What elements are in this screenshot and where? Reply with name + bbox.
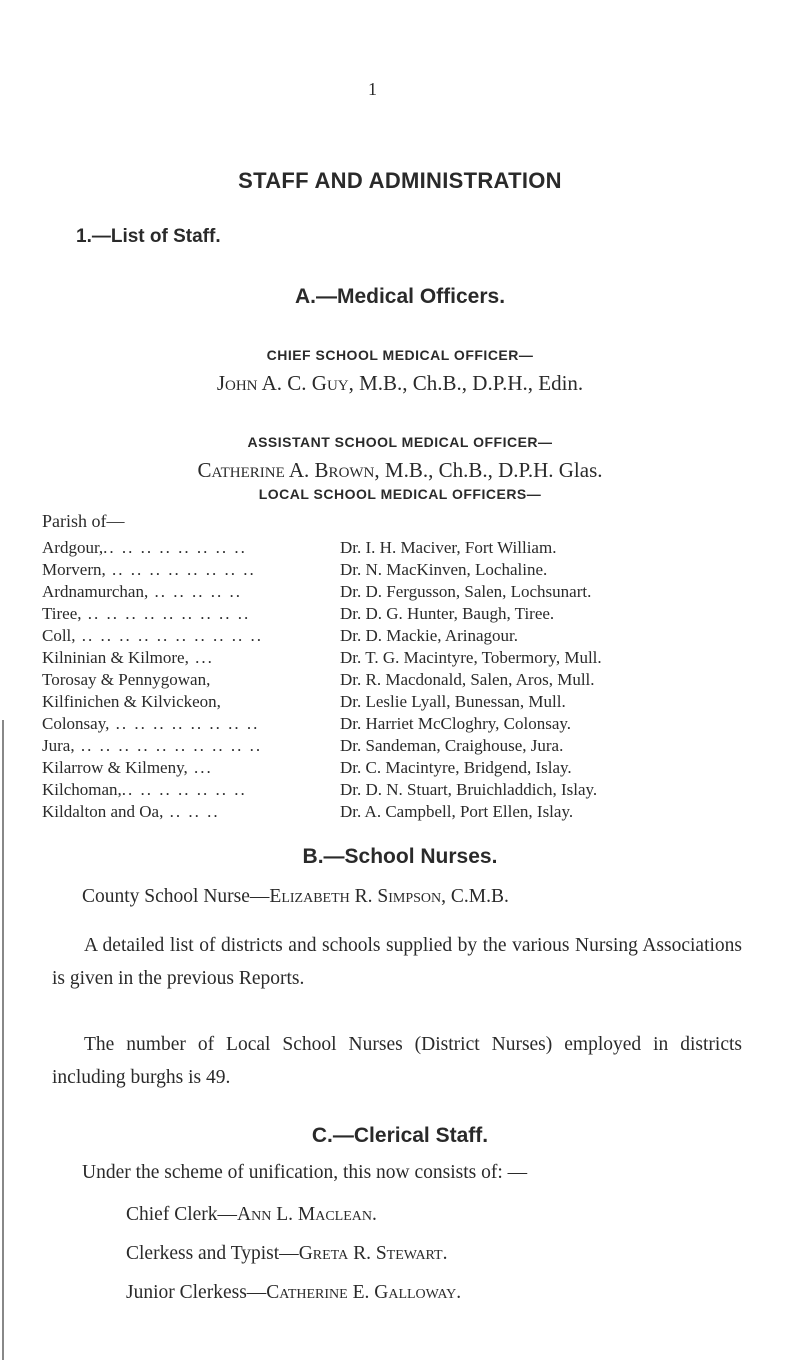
parish-name-text: Kilchoman, [42,780,122,799]
parish-doctor: Dr. I. H. Maciver, Fort William. [340,538,557,557]
chief-officer-label: CHIEF SCHOOL MEDICAL OFFICER— [266,347,534,363]
clerk-name: Ann L. Maclean. [237,1204,377,1225]
parish-name-text: Ardnamurchan, [42,582,149,601]
parish-row [42,604,782,626]
nursing-associations-paragraph: A detailed list of districts and schools supplied by the various Nursing Associations is given in the previous Reports. [52,935,742,989]
parish-name-text: Colonsay, [42,714,110,733]
leader-dots: .. .. .. .. .. [148,582,242,601]
parish-name-text: Kilfinichen & Kilvickeon, [42,692,221,711]
clerk-entry [126,1282,461,1304]
parish-doctor: Dr. D. Mackie, Arinagour. [340,626,518,645]
parish-name-text: Tiree, [42,604,82,623]
parish-name [42,802,340,822]
assistant-officer-label: ASSISTANT SCHOOL MEDICAL OFFICER— [247,434,553,450]
parish-name-text: Jura, [42,736,75,755]
chief-officer-qualifications: M.B., Ch.B., D.P.H., Edin. [353,371,584,395]
parish-row [42,582,782,604]
parish-doctor: Dr. R. Macdonald, Salen, Aros, Mull. [340,670,595,689]
chief-officer-line [0,371,800,396]
parish-name-text: Ardgour, [42,538,104,557]
leader-dots: .. .. .. .. .. .. .. .. .. [81,604,251,623]
leader-dots: .. .. .. .. .. .. .. .. [103,538,247,557]
local-nurses-paragraph: The number of Local School Nurses (District Nurses) employed in districts including burghs is 49. [52,1034,742,1088]
leader-dots: .. .. .. [163,802,220,821]
parish-doctor: Dr. T. G. Macintyre, Tobermory, Mull. [340,648,602,667]
parish-row [42,714,782,736]
parish-doctor: Dr. Sandeman, Craighouse, Jura. [340,736,564,755]
clerical-staff-heading: C.—Clerical Staff. [311,1124,489,1147]
assistant-officer-line [0,458,800,483]
clerk-name: Greta R. Stewart. [298,1243,448,1264]
parish-name [42,714,340,734]
county-nurse-line [82,886,509,908]
parish-name-text: Kilninian & Kilmore, [42,648,189,667]
parish-doctor: Dr. N. MacKinven, Lochaline. [340,560,548,579]
leader-dots: ... [188,648,214,667]
school-nurses-heading: B.—School Nurses. [302,845,498,868]
parish-name [42,758,340,778]
chief-officer-name: John A. C. Guy, [216,371,354,395]
parish-name-text: Coll, [42,626,76,645]
parish-name [42,670,340,690]
parish-doctor: Dr. D. G. Hunter, Baugh, Tiree. [340,604,555,623]
parish-row [42,648,782,670]
parish-row [42,626,782,648]
parish-name-text: Morvern, [42,560,106,579]
clerk-role: Clerkess and Typist— [126,1243,299,1264]
parish-row [42,736,782,758]
local-officers-label: LOCAL SCHOOL MEDICAL OFFICERS— [258,486,542,502]
clerk-entry [126,1204,377,1226]
page-title: STAFF AND ADMINISTRATION [238,168,562,193]
parish-name [42,626,340,646]
scan-margin-line [2,720,4,1360]
parish-row [42,802,782,824]
parish-name [42,604,340,624]
parish-row [42,780,782,802]
leader-dots: .. .. .. .. .. .. .. .. [109,714,260,733]
parish-row [42,758,782,780]
parish-name [42,780,340,800]
parish-name [42,560,340,580]
parish-name [42,538,340,558]
parish-name [42,692,340,712]
parish-doctor: Dr. D. Fergusson, Salen, Lochsunart. [340,582,592,601]
clerk-name: Catherine E. Galloway. [266,1282,462,1303]
parish-name [42,736,340,756]
parish-name [42,582,340,602]
parish-doctor: Dr. D. N. Stuart, Bruichladdich, Islay. [340,780,598,799]
parish-doctor: Dr. A. Campbell, Port Ellen, Islay. [340,802,574,821]
clerk-role: Chief Clerk— [126,1204,238,1225]
clerk-entry [126,1243,447,1265]
clerical-intro: Under the scheme of unification, this now consists of: — [82,1162,528,1183]
parish-name-text: Kilarrow & Kilmeny, [42,758,188,777]
page-number: 1 [368,79,377,99]
leader-dots: .. .. .. .. .. .. .. [121,780,247,799]
county-nurse-qualifications: C.M.B. [446,886,509,907]
parish-row [42,670,782,692]
assistant-officer-name: Catherine A. Brown, [197,458,380,482]
parish-row [42,538,782,560]
parish-row [42,692,782,714]
parish-row [42,560,782,582]
leader-dots: ... [187,758,213,777]
county-nurse-name: Elizabeth R. Simpson, [269,886,447,907]
parish-name [42,648,340,668]
leader-dots: .. .. .. .. .. .. .. .. .. .. [74,736,263,755]
parish-name-text: Kildalton and Oa, [42,802,164,821]
clerk-role: Junior Clerkess— [126,1282,267,1303]
assistant-officer-qualifications: M.B., Ch.B., D.P.H. Glas. [379,458,603,482]
county-nurse-prefix: County School Nurse— [82,886,270,907]
leader-dots: .. .. .. .. .. .. .. .. [105,560,256,579]
medical-officers-heading: A.—Medical Officers. [294,285,506,308]
parish-doctor: Dr. Leslie Lyall, Bunessan, Mull. [340,692,566,711]
parish-officer-list [42,538,782,824]
parish-doctor: Dr. C. Macintyre, Bridgend, Islay. [340,758,572,777]
parish-name-text: Torosay & Pennygowan, [42,670,211,689]
list-of-staff-heading: 1.—List of Staff. [76,226,221,247]
leader-dots: .. .. .. .. .. .. .. .. .. .. [75,626,264,645]
parish-column-header: Parish of— [42,511,125,531]
parish-doctor: Dr. Harriet McCloghry, Colonsay. [340,714,572,733]
